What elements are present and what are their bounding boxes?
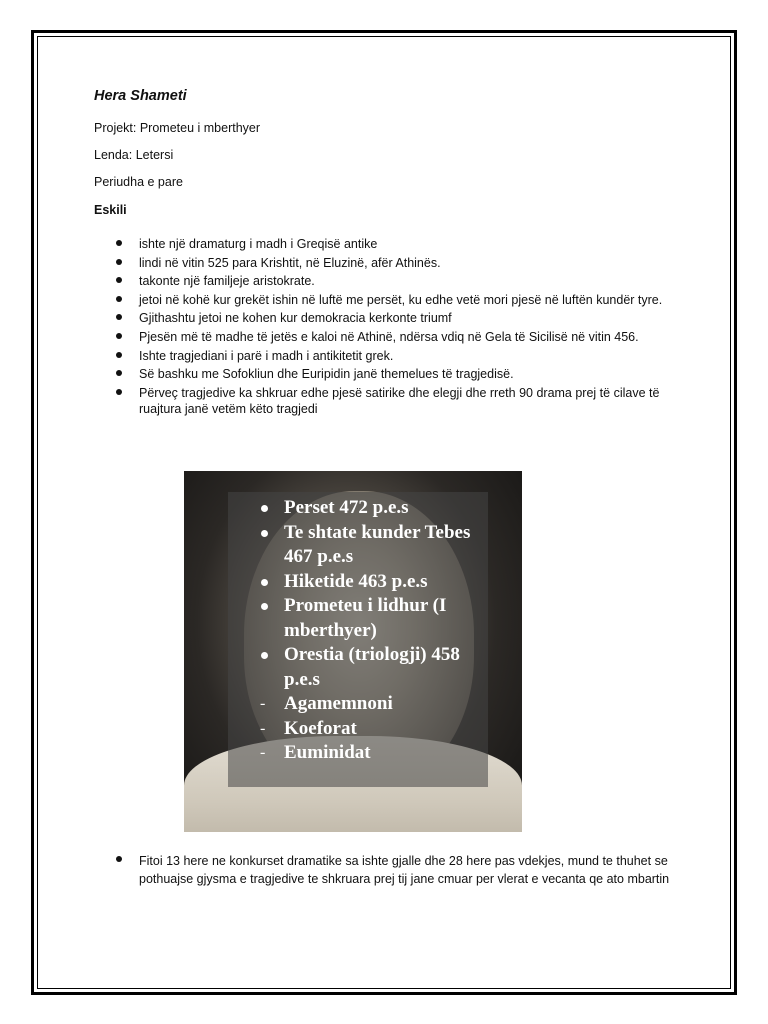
work-title: Hiketide 463 p.e.s	[284, 570, 428, 592]
work-subitem	[256, 717, 496, 742]
list-item	[94, 852, 684, 888]
list-item	[94, 348, 684, 364]
work-item	[256, 496, 496, 521]
list-item	[94, 273, 684, 289]
period-line: Periudha e pare	[94, 175, 183, 189]
bullet-icon	[116, 277, 122, 283]
list-item	[94, 255, 684, 271]
work-title: Te shtate kunder Tebes 467 p.e.s	[284, 521, 471, 567]
list-item-text: takonte një familjeje aristokrate.	[139, 274, 315, 289]
bullet-icon	[261, 505, 268, 512]
list-item	[94, 329, 684, 345]
list-item-text: Fitoi 13 here ne konkurset dramatike sa ishte gjalle dhe 28 here pas vdekjes, mund te thuhet se pothuajse gjysma e tragjedive te shkruara prej tij jane cmuar per vlerat e vecanta qe ato mbartin	[139, 854, 670, 886]
list-item-text: Gjithashtu jetoi ne kohen kur demokracia kerkonte triumf	[139, 311, 452, 326]
list-item-text: Pjesën më të madhe të jetës e kaloi në Athinë, ndërsa vdiq në Gela të Sicilisë në vitin 456.	[139, 329, 639, 344]
list-item-text: Përveç tragjedive ka shkruar edhe pjesë satirike dhe elegji dhe rreth 90 drama prej të cilave të ruajtura janë vetëm këto tragjedi	[139, 385, 660, 416]
work-item	[256, 570, 496, 595]
works-list	[256, 496, 496, 766]
list-item-text: Së bashku me Sofokliun dhe Euripidin janë themelues të tragjedisë.	[139, 367, 514, 382]
project-line: Projekt: Prometeu i mberthyer	[94, 121, 261, 135]
list-item-text: lindi në vitin 525 para Krishtit, në Eluzinë, afër Athinës.	[139, 255, 441, 270]
bullet-icon	[116, 314, 122, 320]
bullet-icon	[261, 579, 268, 586]
list-item	[94, 366, 684, 382]
biography-list	[94, 236, 684, 419]
work-item	[256, 643, 496, 692]
work-subitem	[256, 741, 496, 766]
bullet-icon	[116, 333, 122, 339]
bullet-icon	[116, 352, 122, 358]
bullet-icon	[116, 259, 122, 265]
bullet-icon	[116, 296, 122, 302]
list-item	[94, 292, 684, 308]
dash-icon: -	[260, 719, 266, 737]
section-title: Eskili	[94, 203, 127, 217]
bullet-icon	[261, 603, 268, 610]
bullet-icon	[116, 370, 122, 376]
work-title: Perset 472 p.e.s	[284, 497, 409, 518]
list-item	[94, 236, 684, 252]
list-item	[94, 310, 684, 326]
list-item-text: jetoi në kohë kur grekët ishin në luftë me persët, ku edhe vetë mori pjesë në luftën kundër tyre.	[139, 292, 663, 307]
list-item-text: Ishte tragjediani i parë i madh i antikitetit grek.	[139, 348, 394, 363]
work-item	[256, 521, 496, 570]
dash-icon: -	[260, 744, 266, 761]
author-name: Hera Shameti	[94, 88, 187, 104]
bullet-icon	[116, 856, 122, 862]
work-title: Prometeu i lidhur (I mberthyer)	[284, 595, 447, 641]
work-title: Koeforat	[284, 717, 357, 739]
closing-list	[94, 852, 684, 891]
dash-icon: -	[260, 695, 266, 712]
work-title: Orestia (triologji) 458 p.e.s	[284, 644, 460, 690]
work-subitem	[256, 692, 496, 717]
bullet-icon	[116, 389, 122, 395]
bullet-icon	[261, 530, 268, 537]
list-item-text: ishte një dramaturg i madh i Greqisë antike	[139, 237, 378, 251]
work-title: Agamemnoni	[284, 693, 393, 714]
work-title: Euminidat	[284, 742, 371, 763]
list-item	[94, 385, 684, 417]
bullet-icon	[116, 240, 122, 246]
bullet-icon	[261, 652, 268, 659]
work-item	[256, 594, 496, 643]
subject-line: Lenda: Letersi	[94, 148, 174, 162]
